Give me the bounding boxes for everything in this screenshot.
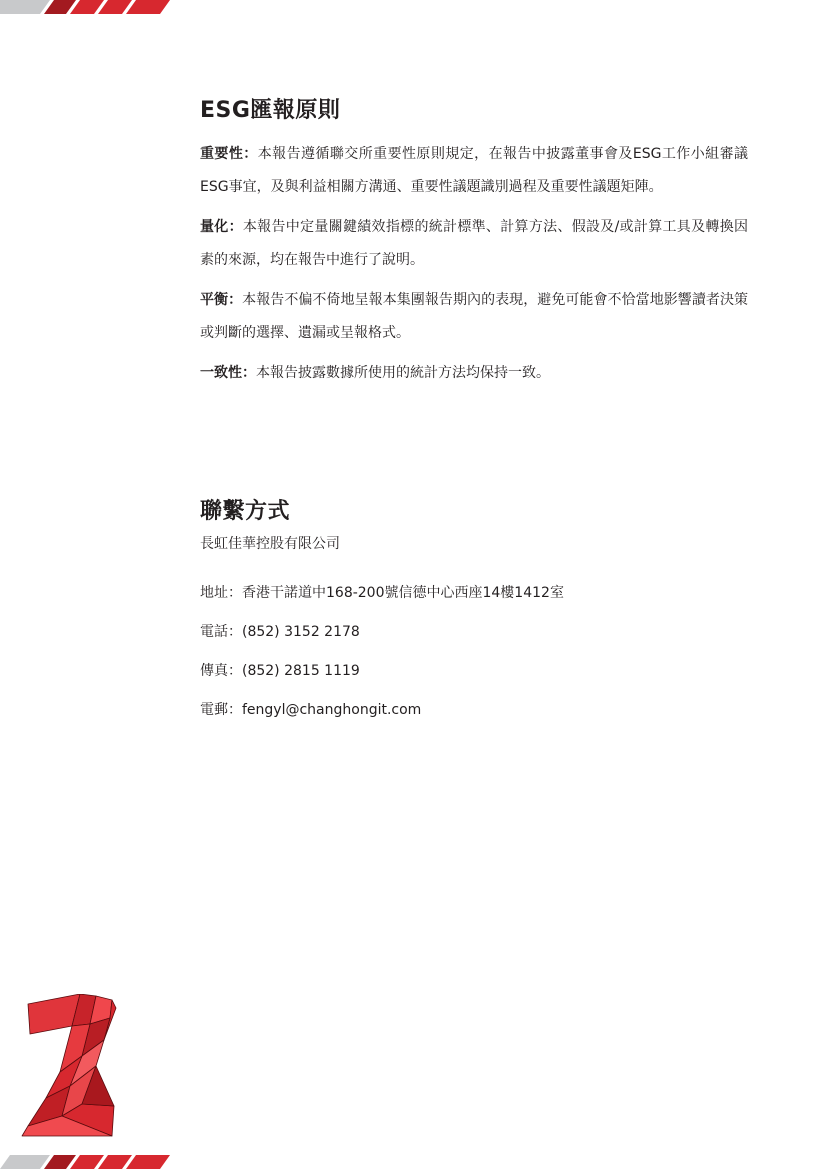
principle-text: 本報告遵循聯交所重要性原則規定，在報告中披露董事會及ESG工作小組審議ESG事宜，及與利益相關方溝通、重要性議題識別過程及重要性議題矩陣。 <box>200 146 748 195</box>
principle-text: 本報告中定量關鍵績效指標的統計標準、計算方法、假設及/或計算工具及轉換因素的來源，均在報告中進行了說明。 <box>200 219 748 268</box>
principle-term: 重要性： <box>200 146 258 162</box>
contact-label: 電話： <box>200 624 242 640</box>
contact-address <box>200 582 748 604</box>
principle-quantitative <box>200 211 748 277</box>
contact-section-title: 聯繫方式 <box>200 499 291 524</box>
contact-value: 香港干諾道中168-200號信德中心西座14樓1412室 <box>242 585 564 601</box>
contact-value: (852) 3152 2178 <box>242 624 360 640</box>
contact-value: (852) 2815 1119 <box>242 663 360 679</box>
contact-fax <box>200 660 748 682</box>
esg-reporting-principles-section <box>200 96 748 397</box>
company-name: 長虹佳華控股有限公司 <box>200 536 340 552</box>
contact-label: 傳真： <box>200 663 242 679</box>
principle-text: 本報告披露數據所使用的統計方法均保持一致。 <box>256 365 550 381</box>
z-logo-icon <box>20 994 120 1140</box>
principle-consistency <box>200 357 748 390</box>
bottom-stripe-decoration <box>0 1155 175 1169</box>
principle-term: 量化： <box>200 219 243 235</box>
principle-term: 平衡： <box>200 292 243 308</box>
contact-section <box>200 497 748 738</box>
esg-section-title: ESG匯報原則 <box>200 98 341 123</box>
principle-text: 本報告不偏不倚地呈報本集團報告期內的表現，避免可能會不恰當地影響讀者決策或判斷的選擇、遺漏或呈報格式。 <box>200 292 749 341</box>
principle-term: 一致性： <box>200 365 256 381</box>
principle-balance <box>200 284 748 350</box>
contact-label: 地址： <box>200 585 242 601</box>
top-stripe-decoration <box>0 0 175 14</box>
contact-email <box>200 699 748 721</box>
contact-value: fengyl@changhongit.com <box>242 702 422 718</box>
contact-label: 電郵： <box>200 702 242 718</box>
principle-materiality <box>200 138 748 204</box>
contact-phone <box>200 621 748 643</box>
